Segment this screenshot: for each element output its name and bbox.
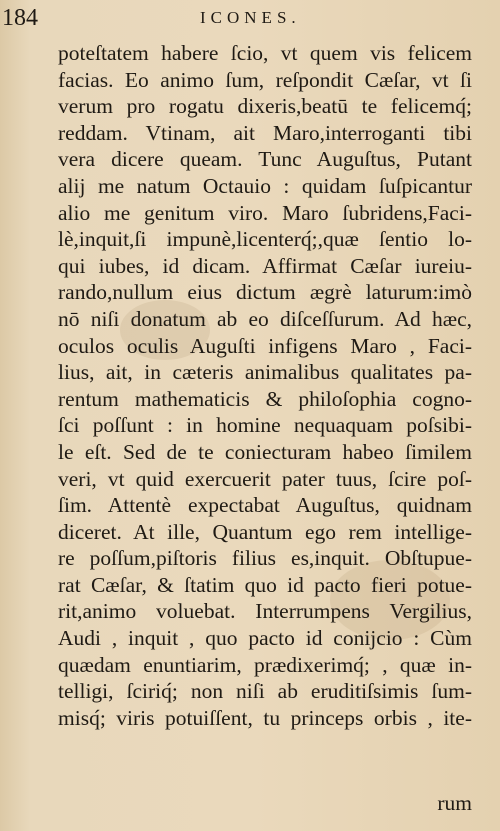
text-line: le eſt. Sed de te coniecturam habeo ſimilem <box>58 439 472 464</box>
text-line: rando,nullum eius dictum ægrè laturum:imò <box>58 280 472 305</box>
catchword: rum <box>437 791 472 815</box>
text-line: Audi , inquit , quo pacto id conijcio : Cùm <box>58 626 472 651</box>
text-line: rit,animo voluebat. Interrumpens Vergilius, <box>58 599 472 624</box>
text-line: re poſſum,piſtoris filius es,inquit. Obſtupue- <box>58 546 472 571</box>
running-title: ICONES. <box>200 8 301 27</box>
text-line: rentum mathematicis & philoſophia cogno- <box>58 386 472 411</box>
text-line: rat Cæſar, & ſtatim quo id pacto fieri potue- <box>58 572 472 597</box>
text-line: telligi, ſciriq́; non niſi ab eruditiſsimis ſum- <box>58 679 472 704</box>
text-line: ſci poſſunt : in homine nequaquam poſsibi- <box>58 413 472 438</box>
text-line: lius, ait, in cæteris animalibus qualitates pa- <box>58 360 472 385</box>
text-line: diceret. At ille, Quantum ego rem intellige- <box>58 519 472 544</box>
running-head <box>0 4 500 32</box>
text-line: vera dicere queam. Tunc Auguſtus, Putant <box>58 147 472 172</box>
text-line: oculos oculis Auguſti infigens Maro , Faci- <box>58 333 472 358</box>
text-line: facias. Eo animo ſum, reſpondit Cæſar, vt ſi <box>58 67 472 92</box>
text-line: qui iubes, id dicam. Affirmat Cæſar iureiu- <box>58 253 472 278</box>
text-line: quædam enuntiarim, prædixerimq́; , quæ in- <box>58 652 472 677</box>
text-line: alio me genitum viro. Maro ſubridens,Faci- <box>58 200 472 225</box>
text-line: reddam. Vtinam, ait Maro,interroganti tibi <box>58 120 472 145</box>
page-number: 184 <box>2 5 38 31</box>
text-line: ſim. Attentè expectabat Auguſtus, quidnam <box>58 493 472 518</box>
text-line: verum pro rogatu dixeris,beatū te felicemq́; <box>58 94 472 119</box>
body-text <box>58 40 472 731</box>
text-line: alij me natum Octauio : quidam ſuſpicantur <box>58 173 472 198</box>
text-line: poteſtatem habere ſcio, vt quem vis felicem <box>58 41 472 65</box>
text-line: misq́; viris potuiſſent, tu princeps orbis , ite- <box>58 705 472 730</box>
text-line: nō niſi donatum ab eo diſceſſurum. Ad hæc, <box>58 306 472 331</box>
text-line: lè,inquit,ſi impunè,licenterq́;,quæ ſentio lo- <box>58 227 472 252</box>
text-line: veri, vt quid exercuerit pater tuus, ſcire poſ- <box>58 466 472 491</box>
